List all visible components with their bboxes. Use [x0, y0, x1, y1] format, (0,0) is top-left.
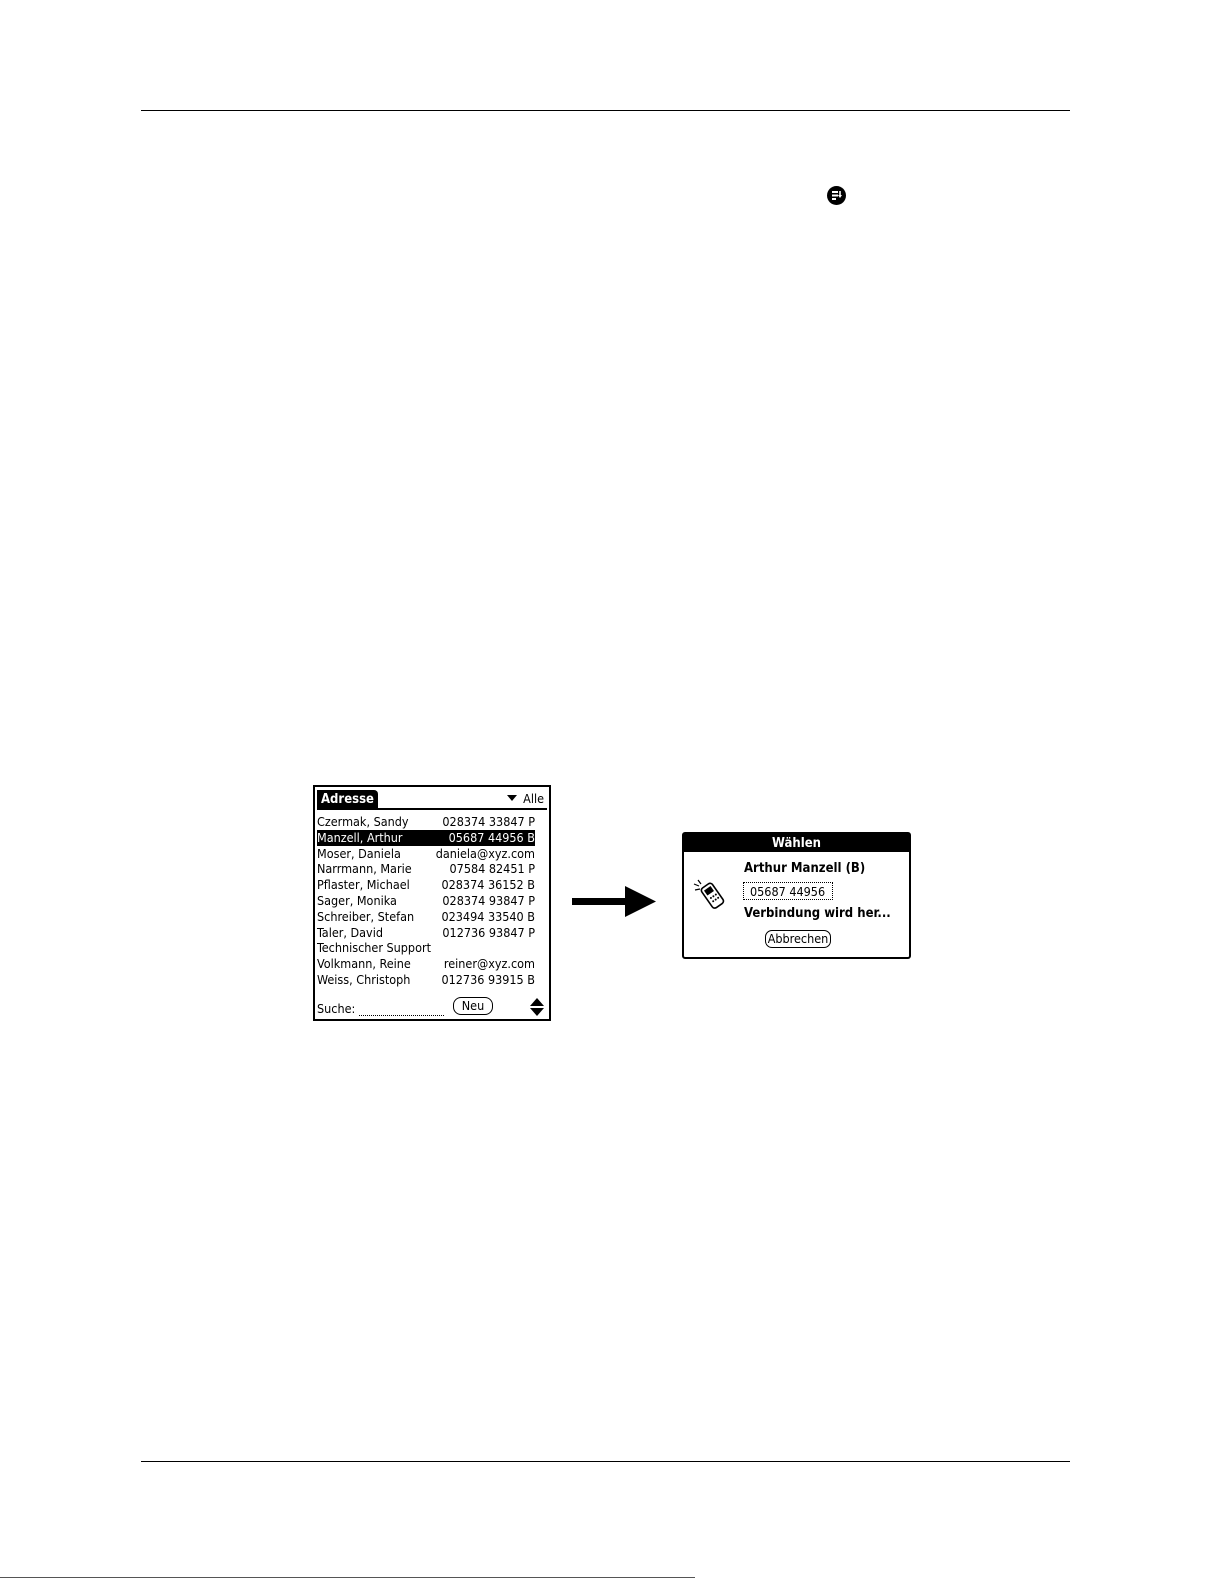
app-title-tab[interactable]: Adresse [317, 790, 378, 808]
footer-bar [317, 997, 547, 1017]
contact-detail: daniela@xyz.com [435, 845, 535, 861]
contact-name: Czermak, Sandy [317, 814, 409, 829]
arrow-right-icon [572, 882, 658, 926]
contact-name: Sager, Monika [317, 892, 397, 908]
contact-name: Schreiber, Stefan [317, 908, 415, 924]
list-item[interactable] [317, 956, 535, 972]
search-label: Suche: [317, 1001, 356, 1016]
contact-detail: reiner@xyz.com [443, 956, 535, 972]
cancel-button[interactable]: Abbrechen [765, 930, 831, 948]
triangle-down-icon [507, 795, 517, 801]
contact-name: Arthur Manzell (B) [744, 861, 866, 876]
contact-detail: 07584 82451 P [449, 861, 535, 877]
list-item[interactable] [317, 846, 535, 862]
contact-detail: 012736 93915 B [441, 971, 535, 987]
list-item[interactable] [317, 877, 535, 893]
scroll-arrows-icon[interactable] [529, 997, 545, 1017]
category-label: Alle [523, 791, 544, 806]
list-item[interactable] [317, 893, 535, 909]
contact-name: Taler, David [317, 924, 383, 940]
contact-name: Narrmann, Marie [317, 861, 412, 877]
search-input[interactable] [359, 1015, 444, 1016]
page-edge-line [0, 1577, 695, 1578]
list-item[interactable] [317, 925, 535, 941]
contact-detail: 028374 93847 P [442, 892, 535, 908]
contact-name: Moser, Daniela [317, 845, 401, 861]
menu-icon [827, 186, 846, 205]
connection-status: Verbindung wird her... [744, 906, 891, 921]
contact-detail: 028374 33847 P [442, 814, 535, 829]
dial-dialog [682, 832, 911, 959]
contact-name: Weiss, Christoph [317, 971, 411, 987]
contact-name: Manzell, Arthur [317, 829, 403, 845]
list-item[interactable] [317, 830, 535, 846]
address-list [317, 814, 535, 988]
dialog-title: Wählen [684, 834, 909, 852]
contact-detail: 012736 93847 P [442, 924, 535, 940]
list-item[interactable] [317, 909, 535, 925]
address-list-screen [313, 785, 551, 1021]
list-item[interactable] [317, 972, 535, 988]
mobile-phone-icon [692, 878, 728, 915]
header-rule [141, 110, 1070, 111]
contact-name: Technischer Support [317, 940, 431, 956]
list-item[interactable] [317, 814, 535, 830]
contact-detail: 023494 33540 B [441, 908, 535, 924]
contact-detail: 05687 44956 B [448, 829, 535, 845]
contact-name: Volkmann, Reine [317, 956, 411, 972]
contact-detail: 028374 36152 B [441, 877, 535, 893]
contact-name: Pflaster, Michael [317, 877, 410, 893]
phone-number-field[interactable]: 05687 44956 [743, 882, 833, 900]
category-picker[interactable] [507, 791, 544, 807]
footer-rule [141, 1461, 1070, 1462]
title-bar [317, 790, 547, 810]
new-button[interactable]: Neu [453, 997, 493, 1015]
list-item[interactable] [317, 940, 535, 956]
list-item[interactable] [317, 861, 535, 877]
